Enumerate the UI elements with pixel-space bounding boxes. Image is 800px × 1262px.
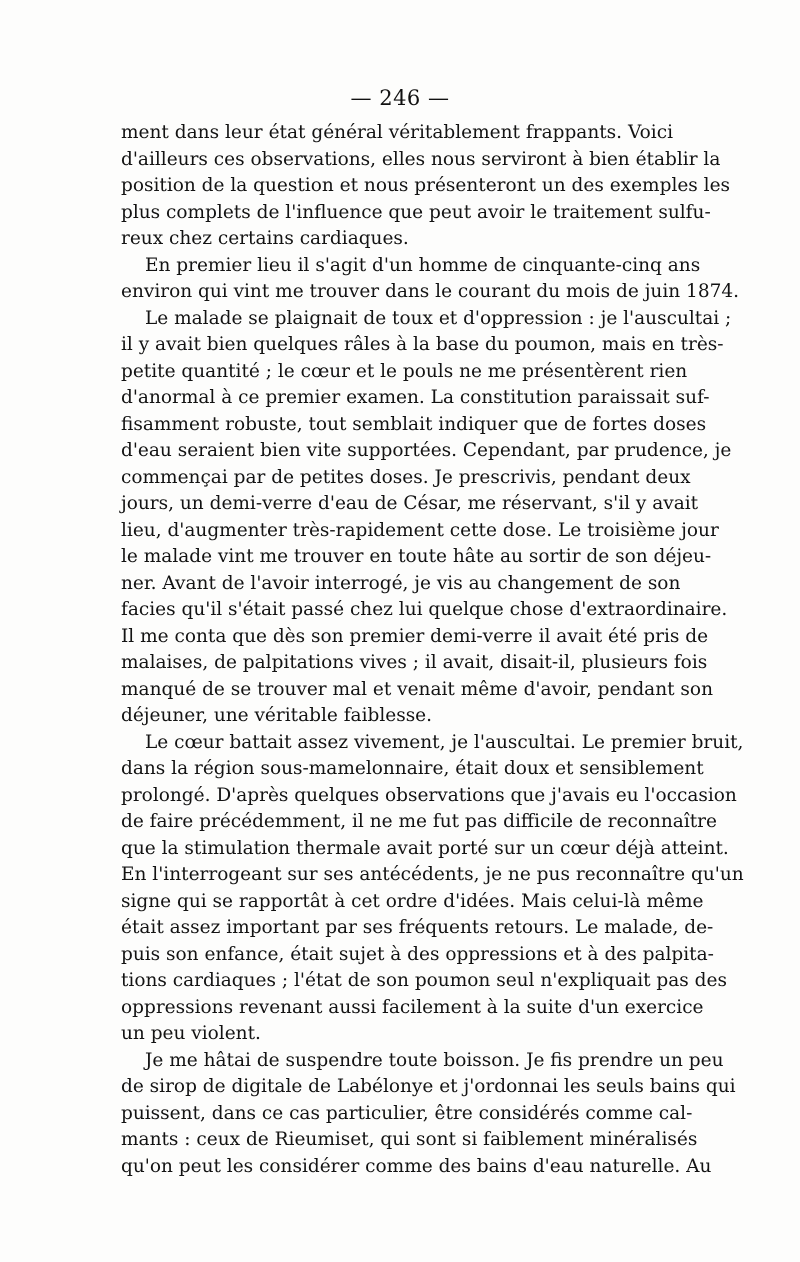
text-line: commençai par de petites doses. Je prescrivis, pendant deux — [121, 466, 691, 488]
text-line: tions cardiaques ; l'état de son poumon seul n'expliquait pas des — [121, 970, 727, 991]
text-line: était assez important par ses fréquents retours. Le malade, de- — [121, 917, 714, 938]
text-line: ment dans leur état général véritablement frappants. Voici — [121, 122, 673, 143]
text-line: puissent, dans ce cas particulier, être considérés comme cal- — [121, 1102, 693, 1124]
text-line: prolongé. D'après quelques observations que j'avais eu l'occasion — [121, 784, 737, 806]
text-line: plus complets de l'influence que peut avoir le traitement sulfu- — [121, 201, 711, 223]
text-line: Le cœur battait assez vivement, je l'auscultai. Le premier bruit, — [145, 731, 744, 753]
text-line: Il me conta que dès son premier demi-verre il avait été pris de — [121, 625, 709, 647]
text-line: malaises, de palpitations vives ; il avait, disait-il, plusieurs fois — [121, 652, 708, 673]
text-line: Je me hâtai de suspendre toute boisson. Je fis prendre un peu — [145, 1049, 724, 1071]
text-line: oppressions revenant aussi facilement à la suite d'un exercice — [121, 996, 704, 1018]
text-line: un peu violent. — [121, 1023, 261, 1044]
text-line: qu'on peut les considérer comme des bains d'eau naturelle. Au — [121, 1155, 712, 1177]
text-line: En l'interrogeant sur ses antécédents, je ne pus reconnaître qu'un — [121, 864, 744, 885]
text-line: lieu, d'augmenter très-rapidement cette dose. Le troisième jour — [121, 519, 719, 541]
text-line: que la stimulation thermale avait porté sur un cœur déjà atteint. — [121, 837, 729, 859]
text-line: d'anormal à ce premier examen. La constitution paraissait suf- — [121, 387, 710, 408]
text-line: de sirop de digitale de Labélonye et j'ordonnai les seuls bains qui — [121, 1076, 736, 1097]
text-line: le malade vint me trouver en toute hâte au sortir de son déjeu- — [121, 546, 712, 567]
page-number: — 246 — — [350, 86, 450, 110]
text-line: facies qu'il s'était passé chez lui quelque chose d'extraordinaire. — [121, 599, 728, 620]
text-line: reux chez certains cardiaques. — [121, 228, 409, 249]
text-line: mants : ceux de Rieumiset, qui sont si faiblement minéralisés — [121, 1129, 698, 1150]
text-line: En premier lieu il s'agit d'un homme de cinquante-cinq ans — [145, 254, 701, 276]
text-line: dans la région sous-mamelonnaire, était doux et sensiblement — [121, 758, 704, 779]
text-line: ner. Avant de l'avoir interrogé, je vis au changement de son — [121, 572, 681, 594]
text-line: jours, un demi-verre d'eau de César, me réservant, s'il y avait — [121, 493, 699, 514]
text-line: puis son enfance, était sujet à des oppressions et à des palpita- — [121, 943, 714, 965]
text-line: environ qui vint me trouver dans le courant du mois de juin 1874. — [121, 281, 740, 302]
text-line: manqué de se trouver mal et venait même d'avoir, pendant son — [121, 678, 713, 700]
text-line: d'eau seraient bien vite supportées. Cependant, par prudence, je — [121, 440, 732, 461]
text-line: déjeuner, une véritable faiblesse. — [121, 705, 433, 726]
text-line: il y avait bien quelques râles à la base du poumon, mais en très- — [121, 334, 724, 355]
text-line: de faire précédemment, il ne me fut pas difficile de reconnaître — [121, 811, 717, 832]
body-text — [121, 120, 744, 1180]
text-line: signe qui se rapportât à cet ordre d'idées. Mais celui-là même — [121, 890, 704, 912]
text-line: fisamment robuste, tout semblait indiquer que de fortes doses — [121, 413, 707, 435]
text-line: Le malade se plaignait de toux et d'oppression : je l'auscultai ; — [145, 307, 732, 329]
text-line: position de la question et nous présenteront un des exemples les — [121, 175, 731, 196]
text-line: d'ailleurs ces observations, elles nous serviront à bien établir la — [121, 148, 721, 170]
text-line: petite quantité ; le cœur et le pouls ne me présentèrent rien — [121, 360, 688, 382]
